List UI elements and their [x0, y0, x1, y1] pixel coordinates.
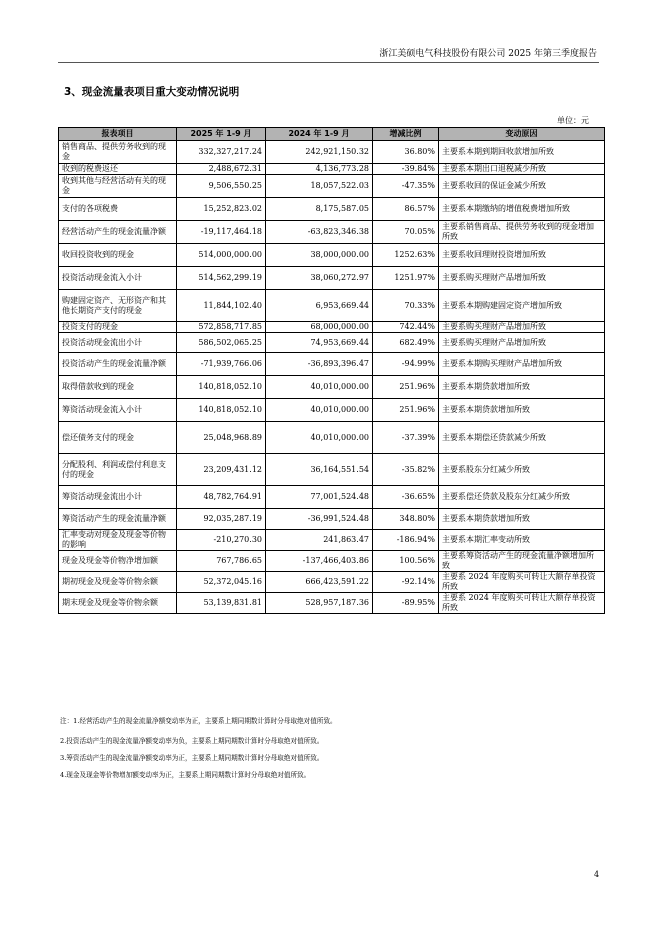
- row-item-cell: 期初现金及现金等价物余额: [59, 572, 177, 593]
- row-reason-cell: 主要系 2024 年度购买可转让大额存单投资所致: [439, 593, 605, 614]
- row-change-ratio-cell: 86.57%: [373, 198, 439, 221]
- footnote-2: 2.投资活动产生的现金流量净额变动率为负，主要系上期同期数计算时分母取绝对值所致。: [60, 737, 324, 745]
- row-item-cell: 投资支付的现金: [59, 322, 177, 333]
- row-change-ratio-cell: 251.96%: [373, 399, 439, 422]
- row-current-value-cell: -210,270.30: [177, 530, 266, 551]
- row-change-ratio-cell: -94.99%: [373, 353, 439, 376]
- row-reason-cell: 主要系股东分红减少所致: [439, 454, 605, 486]
- row-item-cell: 投资活动现金流入小计: [59, 267, 177, 290]
- row-item-cell: 收回投资收到的现金: [59, 244, 177, 267]
- row-prior-value-cell: 8,175,587.05: [266, 198, 373, 221]
- table-row: [59, 509, 605, 530]
- row-change-ratio-cell: -186.94%: [373, 530, 439, 551]
- row-prior-value-cell: 38,060,272.97: [266, 267, 373, 290]
- table-row: [59, 175, 605, 198]
- row-reason-cell: 主要系购买理财产品增加所致: [439, 333, 605, 353]
- row-current-value-cell: 48,782,764.91: [177, 486, 266, 509]
- row-reason-cell: 主要系 2024 年度购买可转让大额存单投资所致: [439, 572, 605, 593]
- row-current-value-cell: 140,818,052.10: [177, 376, 266, 399]
- row-prior-value-cell: 38,000,000.00: [266, 244, 373, 267]
- table-header-row: [59, 128, 605, 141]
- table-row: [59, 267, 605, 290]
- row-reason-cell: 主要系本期到期回收款增加所致: [439, 141, 605, 164]
- table-row: [59, 322, 605, 333]
- cash-flow-change-table: [58, 127, 605, 614]
- table-row: [59, 244, 605, 267]
- row-reason-cell: 主要系本期购买理财产品增加所致: [439, 353, 605, 376]
- page-number: 4: [594, 870, 600, 879]
- row-reason-cell: 主要系购买理财产品增加所致: [439, 267, 605, 290]
- row-prior-value-cell: 68,000,000.00: [266, 322, 373, 333]
- row-change-ratio-cell: 36.80%: [373, 141, 439, 164]
- row-item-cell: 购建固定资产、无形资产和其他长期资产支付的现金: [59, 290, 177, 322]
- table-row: [59, 530, 605, 551]
- row-current-value-cell: 92,035,287.19: [177, 509, 266, 530]
- row-reason-cell: 主要系本期偿还贷款减少所致: [439, 422, 605, 454]
- table-row: [59, 290, 605, 322]
- row-current-value-cell: -19,117,464.18: [177, 221, 266, 244]
- row-reason-cell: 主要系本期贷款增加所致: [439, 509, 605, 530]
- row-prior-value-cell: 241,863.47: [266, 530, 373, 551]
- section-title: 3、现金流量表项目重大变动情况说明: [64, 86, 240, 98]
- row-current-value-cell: 15,252,823.02: [177, 198, 266, 221]
- row-change-ratio-cell: 348.80%: [373, 509, 439, 530]
- row-item-cell: 筹资活动现金流出小计: [59, 486, 177, 509]
- row-change-ratio-cell: 251.96%: [373, 376, 439, 399]
- row-item-cell: 投资活动产生的现金流量净额: [59, 353, 177, 376]
- row-reason-cell: 主要系本期缴纳的增值税费增加所致: [439, 198, 605, 221]
- row-reason-cell: 主要系本期汇率变动所致: [439, 530, 605, 551]
- row-item-cell: 筹资活动现金流入小计: [59, 399, 177, 422]
- row-prior-value-cell: 36,164,551.54: [266, 454, 373, 486]
- footnote-3: 3.筹资活动产生的现金流量净额变动率为正，主要系上期同期数计算时分母取绝对值所致。: [60, 754, 324, 762]
- row-reason-cell: 主要系本期贷款增加所致: [439, 376, 605, 399]
- table-row: [59, 353, 605, 376]
- row-current-value-cell: 767,786.65: [177, 551, 266, 572]
- row-prior-value-cell: 528,957,187.36: [266, 593, 373, 614]
- row-current-value-cell: 25,048,968.89: [177, 422, 266, 454]
- table-row: [59, 593, 605, 614]
- table-row: [59, 376, 605, 399]
- row-prior-value-cell: 6,953,669.44: [266, 290, 373, 322]
- row-reason-cell: 主要系本期出口退税减少所致: [439, 164, 605, 175]
- table-row: [59, 141, 605, 164]
- row-change-ratio-cell: 742.44%: [373, 322, 439, 333]
- row-change-ratio-cell: 70.33%: [373, 290, 439, 322]
- row-prior-value-cell: 242,921,150.32: [266, 141, 373, 164]
- row-prior-value-cell: -36,893,396.47: [266, 353, 373, 376]
- row-reason-cell: 主要系本期购建固定资产增加所致: [439, 290, 605, 322]
- row-item-cell: 取得借款收到的现金: [59, 376, 177, 399]
- table-row: [59, 572, 605, 593]
- row-prior-value-cell: 77,001,524.48: [266, 486, 373, 509]
- row-change-ratio-cell: 100.56%: [373, 551, 439, 572]
- row-current-value-cell: -71,939,766.06: [177, 353, 266, 376]
- table-row: [59, 486, 605, 509]
- row-current-value-cell: 572,858,717.85: [177, 322, 266, 333]
- row-item-cell: 汇率变动对现金及现金等价物的影响: [59, 530, 177, 551]
- table-row: [59, 333, 605, 353]
- row-reason-cell: 主要系筹资活动产生的现金流量净额增加所致: [439, 551, 605, 572]
- row-current-value-cell: 11,844,102.40: [177, 290, 266, 322]
- report-header: 浙江美硕电气科技股份有限公司 2025 年第三季度报告: [379, 49, 597, 59]
- row-current-value-cell: 514,562,299.19: [177, 267, 266, 290]
- row-item-cell: 现金及现金等价物净增加额: [59, 551, 177, 572]
- row-prior-value-cell: -63,823,346.38: [266, 221, 373, 244]
- row-item-cell: 投资活动现金流出小计: [59, 333, 177, 353]
- row-item-cell: 支付的各项税费: [59, 198, 177, 221]
- row-item-cell: 经营活动产生的现金流量净额: [59, 221, 177, 244]
- column-header-reason: 变动原因: [439, 128, 605, 141]
- row-prior-value-cell: 40,010,000.00: [266, 399, 373, 422]
- column-header-current: 2025 年 1-9 月: [177, 128, 266, 141]
- row-item-cell: 销售商品、提供劳务收到的现金: [59, 141, 177, 164]
- row-current-value-cell: 332,327,217.24: [177, 141, 266, 164]
- table-row: [59, 551, 605, 572]
- row-item-cell: 偿还债务支付的现金: [59, 422, 177, 454]
- table-row: [59, 221, 605, 244]
- row-reason-cell: 主要系收回理财投资增加所致: [439, 244, 605, 267]
- row-change-ratio-cell: 1251.97%: [373, 267, 439, 290]
- table-row: [59, 454, 605, 486]
- header-divider: [58, 62, 599, 63]
- row-current-value-cell: 53,139,831.81: [177, 593, 266, 614]
- table-row: [59, 164, 605, 175]
- row-change-ratio-cell: -89.95%: [373, 593, 439, 614]
- footnote-4: 4.现金及现金等价物增加额变动率为正，主要系上期同期数计算时分母取绝对值所致。: [60, 771, 311, 779]
- row-change-ratio-cell: -35.82%: [373, 454, 439, 486]
- row-current-value-cell: 9,506,550.25: [177, 175, 266, 198]
- row-reason-cell: 主要系购买理财产品增加所致: [439, 322, 605, 333]
- row-item-cell: 期末现金及现金等价物余额: [59, 593, 177, 614]
- row-prior-value-cell: 74,953,669.44: [266, 333, 373, 353]
- row-prior-value-cell: 40,010,000.00: [266, 376, 373, 399]
- row-change-ratio-cell: 70.05%: [373, 221, 439, 244]
- unit-label: 单位：元: [557, 116, 589, 125]
- row-reason-cell: 主要系偿还贷款及股东分红减少所致: [439, 486, 605, 509]
- row-reason-cell: 主要系收回的保证金减少所致: [439, 175, 605, 198]
- row-change-ratio-cell: -36.65%: [373, 486, 439, 509]
- row-change-ratio-cell: 1252.63%: [373, 244, 439, 267]
- row-current-value-cell: 52,372,045.16: [177, 572, 266, 593]
- row-prior-value-cell: 18,057,522.03: [266, 175, 373, 198]
- row-reason-cell: 主要系销售商品、提供劳务收到的现金增加所致: [439, 221, 605, 244]
- row-prior-value-cell: -36,991,524.48: [266, 509, 373, 530]
- row-prior-value-cell: 666,423,591.22: [266, 572, 373, 593]
- row-reason-cell: 主要系本期贷款增加所致: [439, 399, 605, 422]
- row-prior-value-cell: 40,010,000.00: [266, 422, 373, 454]
- row-current-value-cell: 514,000,000.00: [177, 244, 266, 267]
- table-row: [59, 399, 605, 422]
- row-item-cell: 分配股利、利润或偿付利息支付的现金: [59, 454, 177, 486]
- column-header-item: 报表项目: [59, 128, 177, 141]
- row-current-value-cell: 2,488,672.31: [177, 164, 266, 175]
- table-row: [59, 422, 605, 454]
- row-change-ratio-cell: -37.39%: [373, 422, 439, 454]
- column-header-prior: 2024 年 1-9 月: [266, 128, 373, 141]
- row-item-cell: 筹资活动产生的现金流量净额: [59, 509, 177, 530]
- row-item-cell: 收到其他与经营活动有关的现金: [59, 175, 177, 198]
- column-header-change: 增减比例: [373, 128, 439, 141]
- row-prior-value-cell: 4,136,773.28: [266, 164, 373, 175]
- row-current-value-cell: 23,209,431.12: [177, 454, 266, 486]
- row-change-ratio-cell: 682.49%: [373, 333, 439, 353]
- row-current-value-cell: 586,502,065.25: [177, 333, 266, 353]
- row-change-ratio-cell: -47.35%: [373, 175, 439, 198]
- row-item-cell: 收到的税费返还: [59, 164, 177, 175]
- footnote-1: 注：1.经营活动产生的现金流量净额变动率为正，主要系上期同期数计算时分母取绝对值所致。: [60, 717, 337, 725]
- row-change-ratio-cell: -39.84%: [373, 164, 439, 175]
- row-prior-value-cell: -137,466,403.86: [266, 551, 373, 572]
- row-change-ratio-cell: -92.14%: [373, 572, 439, 593]
- table-row: [59, 198, 605, 221]
- row-current-value-cell: 140,818,052.10: [177, 399, 266, 422]
